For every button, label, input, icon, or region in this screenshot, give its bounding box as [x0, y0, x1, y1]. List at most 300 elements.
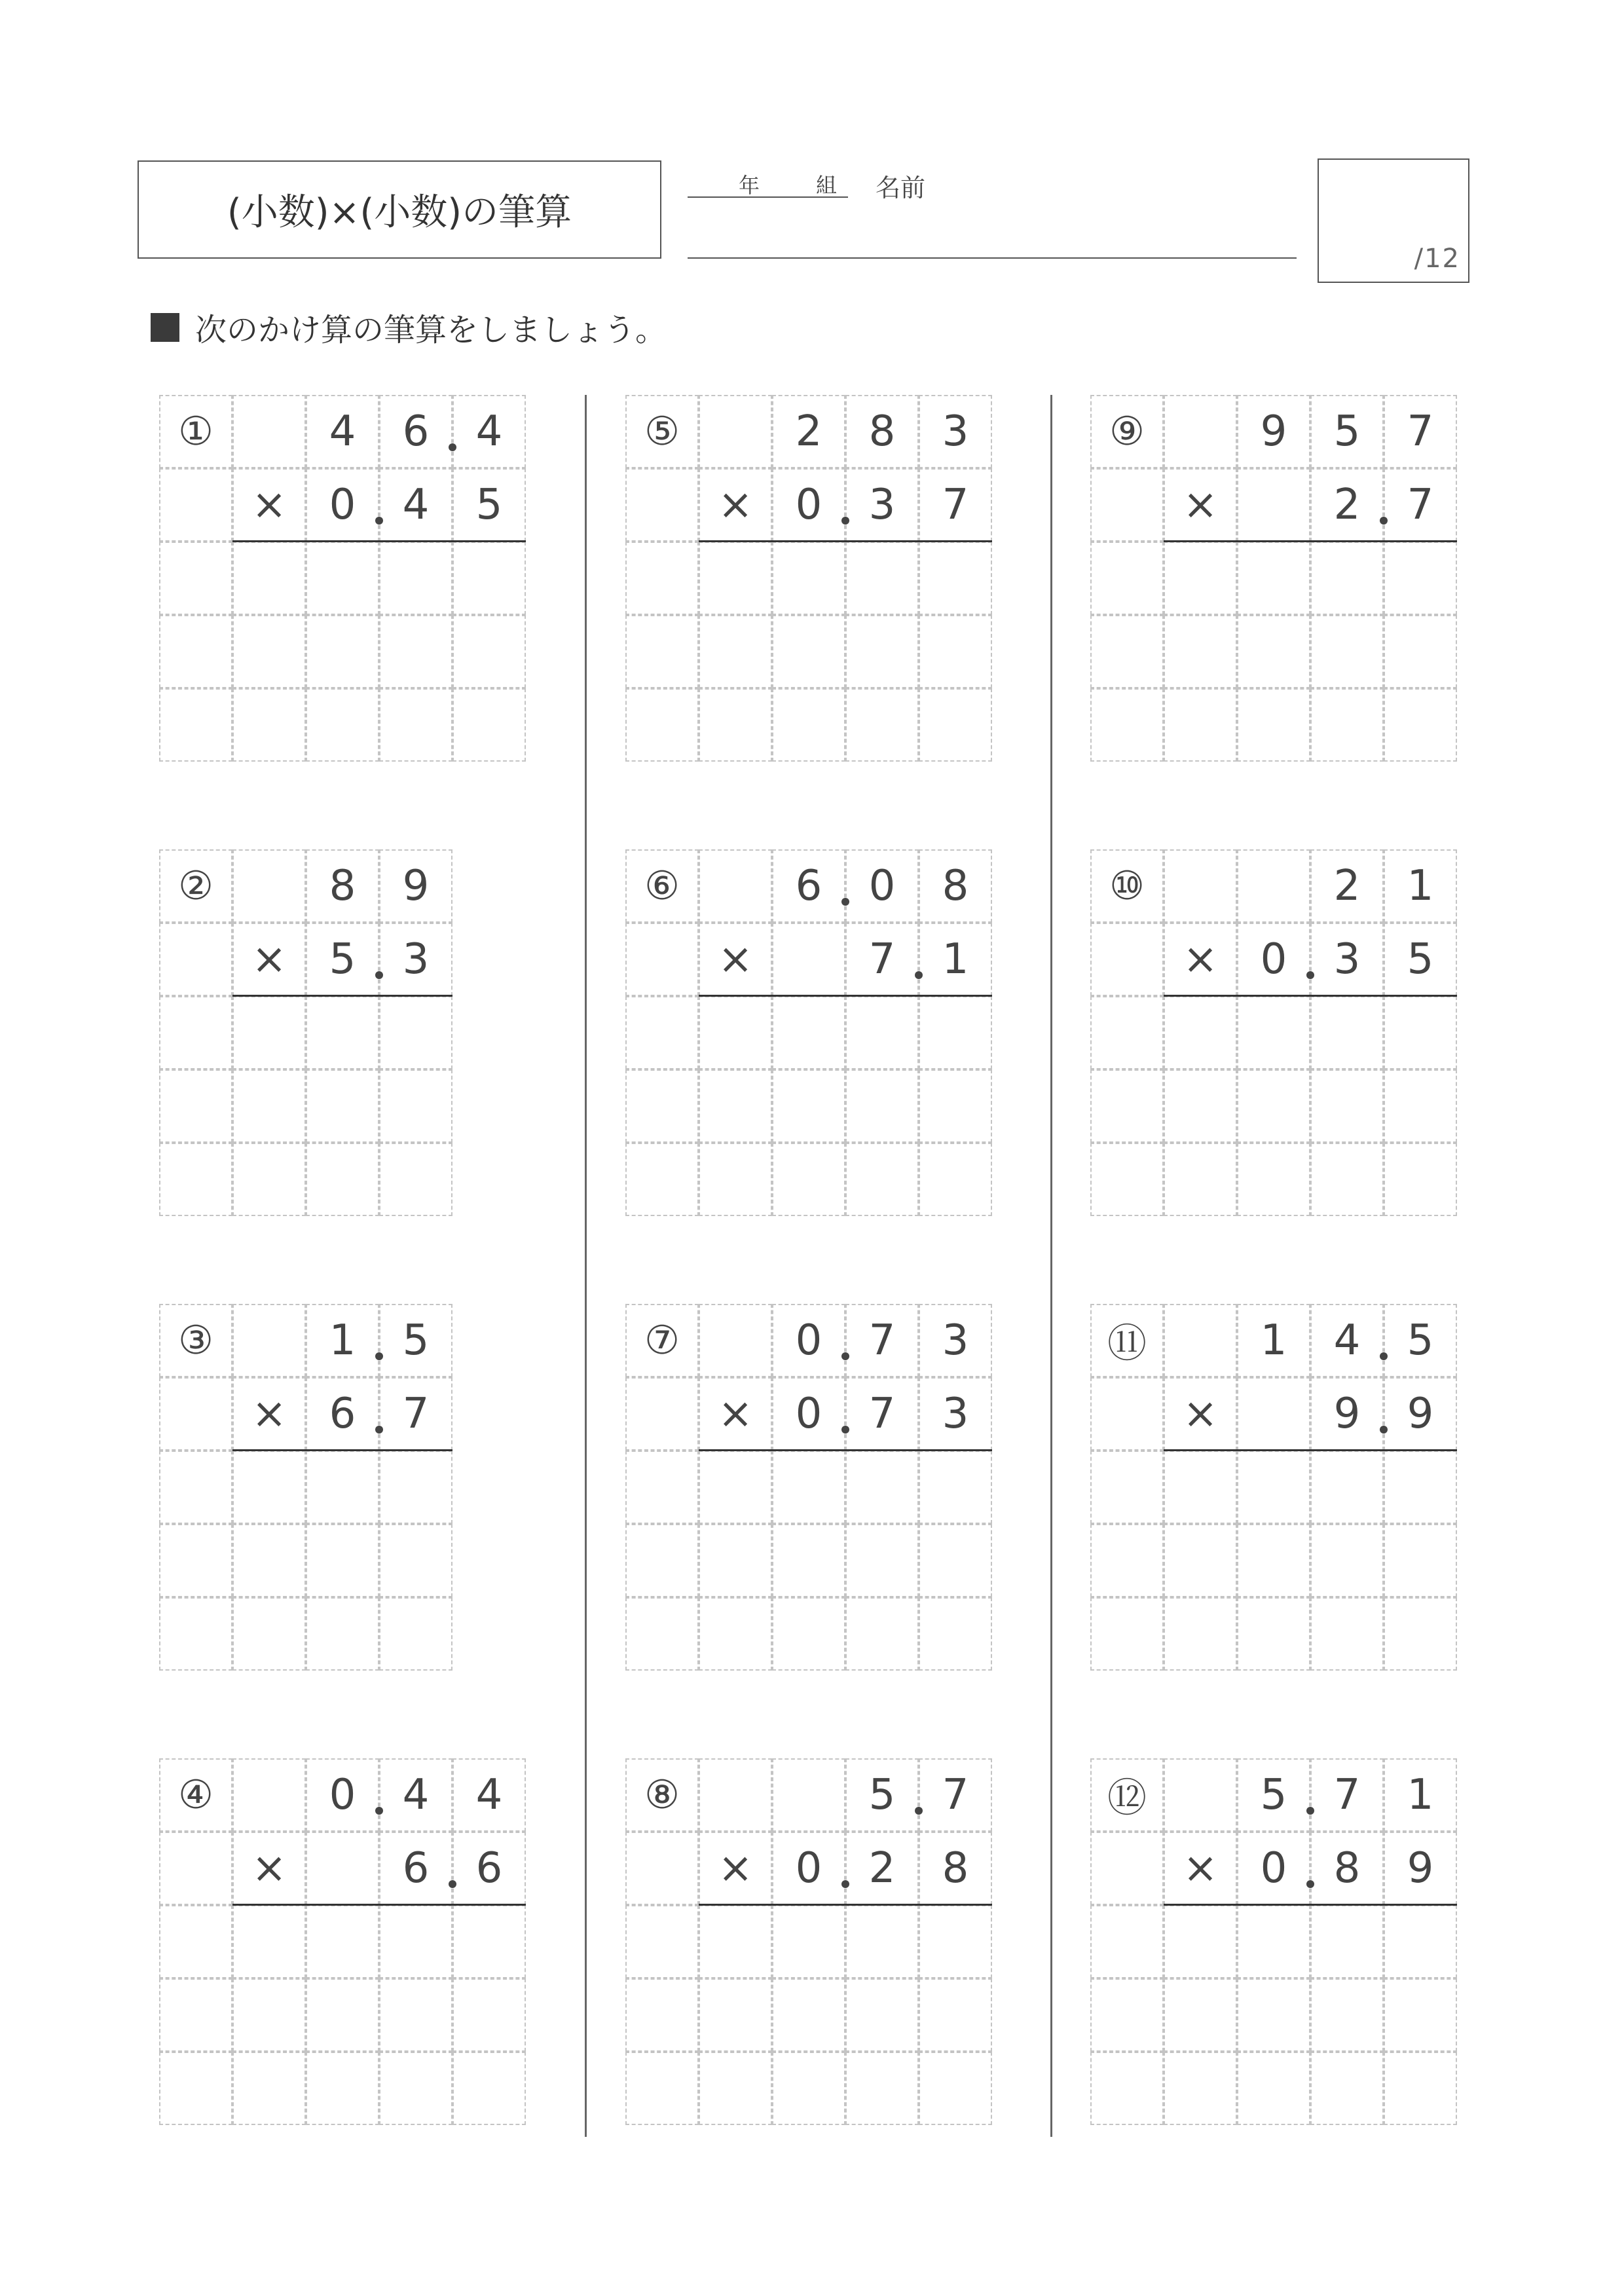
- answer-cell[interactable]: [452, 1905, 526, 1978]
- answer-cell[interactable]: [379, 615, 452, 688]
- answer-cell[interactable]: [772, 1451, 845, 1524]
- problem-number: ⑦: [625, 1304, 699, 1377]
- blank-cell: [625, 2052, 699, 2125]
- multiplier-digit: 9: [1384, 1832, 1457, 1905]
- answer-cell[interactable]: [306, 1143, 379, 1216]
- multiplicand-digit: [232, 849, 306, 923]
- answer-cell[interactable]: [845, 996, 919, 1069]
- answer-cell[interactable]: [232, 1451, 306, 1524]
- answer-cell[interactable]: [699, 1905, 772, 1978]
- column-divider-2: [1050, 395, 1052, 2137]
- multiplier-decimal-point: [1380, 1426, 1388, 1434]
- blank-cell: [159, 2052, 232, 2125]
- multiplier-digit: 1: [919, 923, 992, 996]
- answer-cell[interactable]: [1310, 2052, 1384, 2125]
- multiplier-decimal-point: [841, 1426, 849, 1434]
- answer-cell[interactable]: [379, 1597, 452, 1671]
- multiplicand-digit: 7: [845, 1304, 919, 1377]
- answer-cell[interactable]: [1310, 542, 1384, 615]
- blank-cell: [159, 542, 232, 615]
- answer-cell[interactable]: [1237, 542, 1310, 615]
- multiplicand-digit: 1: [1384, 849, 1457, 923]
- class-underline: [688, 196, 848, 198]
- answer-cell[interactable]: [1164, 542, 1237, 615]
- multiplier-digit: [1237, 1377, 1310, 1451]
- multiplicand-digit: 3: [919, 1304, 992, 1377]
- answer-cell[interactable]: [845, 1905, 919, 1978]
- answer-cell[interactable]: [772, 1597, 845, 1671]
- multiplier-digit: 9: [1310, 1377, 1384, 1451]
- times-sign: ×: [1164, 468, 1237, 542]
- answer-cell[interactable]: [232, 1905, 306, 1978]
- answer-cell[interactable]: [772, 2052, 845, 2125]
- blank-cell: [1090, 1905, 1164, 1978]
- multiplier-digit: 3: [379, 923, 452, 996]
- answer-cell[interactable]: [232, 1069, 306, 1143]
- product-line: [699, 995, 992, 997]
- worksheet-title: (小数)×(小数)の筆算: [138, 160, 661, 259]
- answer-cell[interactable]: [379, 542, 452, 615]
- blank-cell: [625, 468, 699, 542]
- answer-cell[interactable]: [306, 615, 379, 688]
- answer-cell[interactable]: [1237, 1978, 1310, 2052]
- multiplier-digit: 4: [379, 468, 452, 542]
- multiplicand-decimal-point: [841, 1352, 849, 1360]
- problem-number: ⑥: [625, 849, 699, 923]
- answer-cell[interactable]: [1237, 688, 1310, 762]
- answer-cell[interactable]: [845, 1978, 919, 2052]
- multiplicand-digit: 4: [306, 395, 379, 468]
- blank-cell: [625, 1451, 699, 1524]
- multiplier-decimal-point: [449, 1880, 456, 1888]
- answer-cell[interactable]: [772, 1524, 845, 1597]
- multiplier-decimal-point: [915, 971, 923, 979]
- blank-cell: [1090, 1377, 1164, 1451]
- answer-cell[interactable]: [232, 1597, 306, 1671]
- multiplicand-digit: 7: [919, 1758, 992, 1832]
- answer-cell[interactable]: [699, 1524, 772, 1597]
- blank-cell: [625, 615, 699, 688]
- problem-number: ⑤: [625, 395, 699, 468]
- blank-cell: [1090, 1143, 1164, 1216]
- multiplicand-digit: 8: [306, 849, 379, 923]
- blank-cell: [1090, 615, 1164, 688]
- multiplicand-digit: 9: [1237, 395, 1310, 468]
- multiplicand-digit: 7: [1384, 395, 1457, 468]
- answer-cell[interactable]: [1384, 996, 1457, 1069]
- answer-cell[interactable]: [232, 996, 306, 1069]
- answer-cell[interactable]: [1237, 1143, 1310, 1216]
- answer-cell[interactable]: [1310, 1978, 1384, 2052]
- product-line: [699, 1904, 992, 1906]
- answer-cell[interactable]: [452, 615, 526, 688]
- product-line: [699, 540, 992, 542]
- answer-cell[interactable]: [232, 688, 306, 762]
- answer-cell[interactable]: [306, 1905, 379, 1978]
- answer-cell[interactable]: [1310, 1069, 1384, 1143]
- answer-cell[interactable]: [845, 615, 919, 688]
- blank-cell: [625, 1905, 699, 1978]
- multiplicand-digit: 1: [306, 1304, 379, 1377]
- multiplier-digit: 5: [306, 923, 379, 996]
- answer-cell[interactable]: [1164, 1978, 1237, 2052]
- answer-cell[interactable]: [845, 2052, 919, 2125]
- answer-cell[interactable]: [1310, 615, 1384, 688]
- multiplier-digit: 7: [845, 923, 919, 996]
- multiplicand-digit: [699, 1304, 772, 1377]
- answer-cell[interactable]: [1310, 1524, 1384, 1597]
- multiplicand-digit: [1164, 849, 1237, 923]
- multiplicand-digit: 6: [379, 395, 452, 468]
- answer-cell[interactable]: [1164, 1597, 1237, 1671]
- answer-cell[interactable]: [699, 615, 772, 688]
- problem-number: ④: [159, 1758, 232, 1832]
- multiplicand-digit: 0: [306, 1758, 379, 1832]
- multiplier-digit: [306, 1832, 379, 1905]
- times-sign: ×: [232, 468, 306, 542]
- blank-cell: [1090, 468, 1164, 542]
- multiplier-digit: [772, 923, 845, 996]
- instruction-text: 次のかけ算の筆算をしましょう。: [195, 312, 667, 348]
- answer-cell[interactable]: [699, 542, 772, 615]
- blank-cell: [159, 1832, 232, 1905]
- multiplicand-digit: 4: [379, 1758, 452, 1832]
- answer-cell[interactable]: [1384, 2052, 1457, 2125]
- answer-cell[interactable]: [919, 1905, 992, 1978]
- answer-cell[interactable]: [919, 1524, 992, 1597]
- product-line: [232, 1449, 452, 1451]
- answer-cell[interactable]: [379, 1451, 452, 1524]
- multiplier-digit: 0: [772, 1832, 845, 1905]
- answer-cell[interactable]: [699, 1069, 772, 1143]
- multiplier-decimal-point: [375, 517, 383, 525]
- multiplier-digit: 8: [1310, 1832, 1384, 1905]
- multiplicand-digit: [1164, 395, 1237, 468]
- multiplicand-digit: 5: [379, 1304, 452, 1377]
- multiplicand-digit: 5: [1310, 395, 1384, 468]
- times-sign: ×: [699, 468, 772, 542]
- multiplicand-digit: 8: [845, 395, 919, 468]
- blank-cell: [1090, 1451, 1164, 1524]
- blank-cell: [625, 1978, 699, 2052]
- answer-cell[interactable]: [1237, 615, 1310, 688]
- multiplier-digit: 0: [1237, 1832, 1310, 1905]
- answer-cell[interactable]: [232, 1524, 306, 1597]
- answer-cell[interactable]: [1164, 1451, 1237, 1524]
- answer-cell[interactable]: [232, 2052, 306, 2125]
- multiplier-digit: 0: [1237, 923, 1310, 996]
- multiplier-digit: 5: [452, 468, 526, 542]
- multiplicand-digit: 5: [1237, 1758, 1310, 1832]
- multiplier-decimal-point: [1306, 1880, 1314, 1888]
- answer-cell[interactable]: [306, 542, 379, 615]
- product-line: [1164, 1449, 1457, 1451]
- answer-cell[interactable]: [1310, 996, 1384, 1069]
- multiplicand-decimal-point: [375, 1807, 383, 1815]
- answer-cell[interactable]: [919, 688, 992, 762]
- problem-number: ②: [159, 849, 232, 923]
- answer-cell[interactable]: [306, 1451, 379, 1524]
- blank-cell: [1090, 1597, 1164, 1671]
- multiplicand-digit: [232, 1758, 306, 1832]
- answer-cell[interactable]: [1164, 1143, 1237, 1216]
- blank-cell: [625, 688, 699, 762]
- answer-cell[interactable]: [1384, 615, 1457, 688]
- answer-cell[interactable]: [772, 615, 845, 688]
- multiplier-digit: 6: [379, 1832, 452, 1905]
- answer-cell[interactable]: [845, 1451, 919, 1524]
- answer-cell[interactable]: [1384, 1597, 1457, 1671]
- multiplicand-decimal-point: [375, 1352, 383, 1360]
- multiplicand-digit: 5: [845, 1758, 919, 1832]
- answer-cell[interactable]: [919, 1069, 992, 1143]
- answer-cell[interactable]: [919, 542, 992, 615]
- answer-cell[interactable]: [1310, 688, 1384, 762]
- multiplier-digit: 0: [772, 468, 845, 542]
- answer-cell[interactable]: [379, 996, 452, 1069]
- multiplicand-digit: 6: [772, 849, 845, 923]
- times-sign: ×: [699, 1377, 772, 1451]
- answer-cell[interactable]: [379, 688, 452, 762]
- multiplicand-digit: 3: [919, 395, 992, 468]
- answer-cell[interactable]: [845, 1069, 919, 1143]
- multiplier-digit: 0: [772, 1377, 845, 1451]
- answer-cell[interactable]: [1384, 688, 1457, 762]
- blank-cell: [1090, 1832, 1164, 1905]
- answer-cell[interactable]: [306, 688, 379, 762]
- answer-cell[interactable]: [379, 1524, 452, 1597]
- multiplicand-digit: 2: [1310, 849, 1384, 923]
- answer-cell[interactable]: [379, 1978, 452, 2052]
- answer-cell[interactable]: [772, 688, 845, 762]
- multiplicand-digit: 1: [1384, 1758, 1457, 1832]
- answer-cell[interactable]: [1384, 1524, 1457, 1597]
- multiplicand-digit: 4: [452, 1758, 526, 1832]
- answer-cell[interactable]: [699, 996, 772, 1069]
- answer-cell[interactable]: [699, 1597, 772, 1671]
- answer-cell[interactable]: [772, 1978, 845, 2052]
- answer-cell[interactable]: [452, 542, 526, 615]
- multiplicand-decimal-point: [449, 443, 456, 451]
- answer-cell[interactable]: [379, 2052, 452, 2125]
- multiplicand-decimal-point: [1380, 1352, 1388, 1360]
- multiplicand-digit: [232, 395, 306, 468]
- answer-cell[interactable]: [845, 1524, 919, 1597]
- multiplier-digit: 7: [845, 1377, 919, 1451]
- blank-cell: [159, 615, 232, 688]
- blank-cell: [159, 1524, 232, 1597]
- multiplier-digit: 6: [452, 1832, 526, 1905]
- name-field-line[interactable]: [688, 257, 1297, 259]
- answer-cell[interactable]: [845, 542, 919, 615]
- blank-cell: [159, 1597, 232, 1671]
- answer-cell[interactable]: [1237, 1451, 1310, 1524]
- blank-cell: [625, 1832, 699, 1905]
- blank-cell: [1090, 688, 1164, 762]
- answer-cell[interactable]: [919, 615, 992, 688]
- answer-cell[interactable]: [772, 996, 845, 1069]
- answer-cell[interactable]: [1164, 1905, 1237, 1978]
- instruction: [151, 305, 667, 350]
- answer-cell[interactable]: [919, 1451, 992, 1524]
- answer-cell[interactable]: [379, 1069, 452, 1143]
- multiplicand-digit: [699, 849, 772, 923]
- multiplier-digit: 3: [1310, 923, 1384, 996]
- blank-cell: [625, 1597, 699, 1671]
- blank-cell: [1090, 1978, 1164, 2052]
- answer-cell[interactable]: [919, 996, 992, 1069]
- name-label: 名前: [876, 174, 926, 202]
- multiplicand-digit: [232, 1304, 306, 1377]
- blank-cell: [159, 996, 232, 1069]
- multiplicand-digit: [772, 1758, 845, 1832]
- multiplicand-digit: [1237, 849, 1310, 923]
- answer-cell[interactable]: [1384, 542, 1457, 615]
- answer-cell[interactable]: [452, 1978, 526, 2052]
- blank-cell: [625, 1143, 699, 1216]
- product-line: [232, 540, 526, 542]
- answer-cell[interactable]: [845, 688, 919, 762]
- answer-cell[interactable]: [232, 542, 306, 615]
- answer-cell[interactable]: [1310, 1905, 1384, 1978]
- multiplicand-digit: 4: [452, 395, 526, 468]
- answer-cell[interactable]: [232, 1143, 306, 1216]
- answer-cell[interactable]: [1237, 1069, 1310, 1143]
- answer-cell[interactable]: [306, 1069, 379, 1143]
- answer-cell[interactable]: [232, 615, 306, 688]
- answer-cell[interactable]: [452, 2052, 526, 2125]
- answer-cell[interactable]: [699, 688, 772, 762]
- answer-cell[interactable]: [1310, 1143, 1384, 1216]
- multiplier-digit: 6: [306, 1377, 379, 1451]
- problem-number: ①: [159, 395, 232, 468]
- answer-cell[interactable]: [919, 1597, 992, 1671]
- score-box[interactable]: [1318, 158, 1469, 283]
- answer-cell[interactable]: [699, 1978, 772, 2052]
- times-sign: ×: [1164, 1377, 1237, 1451]
- blank-cell: [625, 1524, 699, 1597]
- problem-number: ⑨: [1090, 395, 1164, 468]
- blank-cell: [159, 468, 232, 542]
- answer-cell[interactable]: [306, 1524, 379, 1597]
- answer-cell[interactable]: [772, 542, 845, 615]
- answer-cell[interactable]: [1164, 688, 1237, 762]
- multiplicand-digit: 4: [1310, 1304, 1384, 1377]
- answer-cell[interactable]: [232, 1978, 306, 2052]
- blank-cell: [159, 1905, 232, 1978]
- multiplicand-digit: 1: [1237, 1304, 1310, 1377]
- blank-cell: [159, 923, 232, 996]
- answer-cell[interactable]: [1384, 1143, 1457, 1216]
- answer-cell[interactable]: [1237, 1524, 1310, 1597]
- answer-cell[interactable]: [919, 1143, 992, 1216]
- problem-number: ⑪: [1090, 1304, 1164, 1377]
- blank-cell: [1090, 2052, 1164, 2125]
- answer-cell[interactable]: [845, 1143, 919, 1216]
- answer-cell[interactable]: [1164, 615, 1237, 688]
- answer-cell[interactable]: [306, 996, 379, 1069]
- problem-number: ⑫: [1090, 1758, 1164, 1832]
- answer-cell[interactable]: [772, 1069, 845, 1143]
- answer-cell[interactable]: [772, 1905, 845, 1978]
- multiplier-digit: 7: [919, 468, 992, 542]
- answer-cell[interactable]: [1237, 2052, 1310, 2125]
- blank-cell: [625, 542, 699, 615]
- multiplier-digit: 7: [1384, 468, 1457, 542]
- answer-cell[interactable]: [1237, 1905, 1310, 1978]
- answer-cell[interactable]: [306, 2052, 379, 2125]
- answer-cell[interactable]: [1310, 1597, 1384, 1671]
- answer-cell[interactable]: [1164, 2052, 1237, 2125]
- answer-cell[interactable]: [919, 1978, 992, 2052]
- multiplicand-digit: 9: [379, 849, 452, 923]
- multiplier-decimal-point: [1306, 971, 1314, 979]
- answer-cell[interactable]: [306, 1597, 379, 1671]
- multiplicand-digit: 2: [772, 395, 845, 468]
- answer-cell[interactable]: [1237, 996, 1310, 1069]
- answer-cell[interactable]: [452, 688, 526, 762]
- answer-cell[interactable]: [699, 2052, 772, 2125]
- answer-cell[interactable]: [1384, 1978, 1457, 2052]
- score-total: /12: [1414, 244, 1460, 274]
- multiplier-decimal-point: [841, 1880, 849, 1888]
- multiplier-digit: 7: [379, 1377, 452, 1451]
- multiplier-digit: 2: [1310, 468, 1384, 542]
- answer-cell[interactable]: [1384, 1451, 1457, 1524]
- blank-cell: [625, 1377, 699, 1451]
- answer-cell[interactable]: [845, 1597, 919, 1671]
- answer-cell[interactable]: [1164, 996, 1237, 1069]
- multiplier-digit: 2: [845, 1832, 919, 1905]
- column-divider-1: [585, 395, 587, 2137]
- product-line: [232, 995, 452, 997]
- multiplicand-decimal-point: [841, 898, 849, 906]
- answer-cell[interactable]: [1164, 1524, 1237, 1597]
- multiplicand-digit: [699, 1758, 772, 1832]
- answer-cell[interactable]: [1237, 1597, 1310, 1671]
- times-sign: ×: [1164, 1832, 1237, 1905]
- multiplicand-digit: 0: [772, 1304, 845, 1377]
- answer-cell[interactable]: [1384, 1905, 1457, 1978]
- answer-cell[interactable]: [1384, 1069, 1457, 1143]
- times-sign: ×: [232, 923, 306, 996]
- problem-number: ③: [159, 1304, 232, 1377]
- year-label: 年: [739, 173, 760, 198]
- multiplier-decimal-point: [841, 517, 849, 525]
- product-line: [699, 1449, 992, 1451]
- answer-cell[interactable]: [379, 1143, 452, 1216]
- answer-cell[interactable]: [306, 1978, 379, 2052]
- blank-cell: [625, 923, 699, 996]
- answer-cell[interactable]: [699, 1451, 772, 1524]
- blank-cell: [159, 1978, 232, 2052]
- answer-cell[interactable]: [919, 2052, 992, 2125]
- multiplicand-digit: 5: [1384, 1304, 1457, 1377]
- blank-cell: [1090, 542, 1164, 615]
- multiplier-decimal-point: [375, 971, 383, 979]
- answer-cell[interactable]: [1310, 1451, 1384, 1524]
- answer-cell[interactable]: [379, 1905, 452, 1978]
- answer-cell[interactable]: [699, 1143, 772, 1216]
- answer-cell[interactable]: [1164, 1069, 1237, 1143]
- multiplicand-digit: [699, 395, 772, 468]
- multiplicand-decimal-point: [1306, 1807, 1314, 1815]
- blank-cell: [159, 1377, 232, 1451]
- times-sign: ×: [699, 1832, 772, 1905]
- multiplier-digit: 5: [1384, 923, 1457, 996]
- answer-cell[interactable]: [772, 1143, 845, 1216]
- multiplier-digit: 8: [919, 1832, 992, 1905]
